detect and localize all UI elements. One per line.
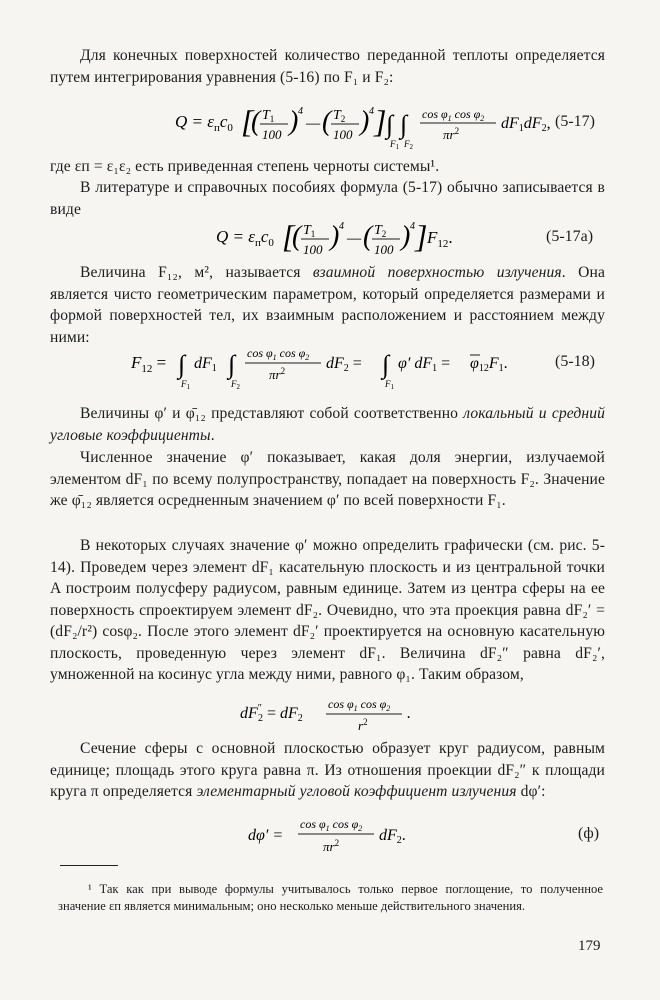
footnote-divider	[60, 865, 118, 866]
svg-text:]: ]	[374, 103, 387, 139]
svg-text:(: (	[251, 106, 261, 137]
svg-text:4: 4	[339, 221, 344, 232]
svg-text:[: [	[241, 103, 254, 139]
equation-5-17a-formula	[50, 219, 605, 261]
svg-text:100: 100	[303, 242, 323, 257]
svg-text:F2: $F_2$	[231, 379, 240, 390]
svg-text:dF2 =: dF2 =	[326, 355, 362, 374]
svg-text:F12.: $F_{12}$.	[427, 228, 453, 250]
svg-text:4: 4	[298, 106, 303, 117]
svg-text:∫: ∫	[400, 110, 408, 139]
equation-dphi	[50, 814, 605, 860]
svg-text:T1: $T_1$	[303, 223, 316, 239]
equation-dF2-formula	[50, 696, 605, 738]
paragraph-5-end: .	[210, 426, 215, 444]
svg-text:πr2: $\pi r^2$	[443, 126, 460, 142]
svg-text:4: 4	[369, 106, 374, 117]
svg-text:cos φ1 cos φ2: $\cos \varphi_1$ $\cos \varphi_2$	[300, 817, 363, 833]
term-mutual-surface: взаимной поверхностью излучения	[312, 264, 562, 281]
svg-text:]: ]	[415, 219, 428, 254]
equation-5-18-number: (5-18)	[555, 353, 595, 370]
svg-text:[: [	[282, 219, 295, 254]
svg-text:.: .	[407, 705, 411, 722]
svg-text:F12 =: $F_{12}$ =	[131, 353, 167, 375]
equation-dphi-formula	[50, 814, 605, 860]
svg-text:4: 4	[410, 221, 415, 232]
svg-text:∫: ∫	[228, 350, 236, 379]
svg-text:100: 100	[374, 242, 394, 257]
paragraph-8	[50, 738, 605, 803]
paragraph-4-start: Величина F₁₂, м², называется	[80, 264, 313, 281]
paragraph-5-start: Величины φ′ и φ̄₁₂ представляют собой соответственно	[80, 405, 464, 422]
paragraph-4-end: . Она является чисто геометрическим параметром, который определяется размерами и формой поверхностей тел, их взаимным расположением и расстоянием между ними:	[50, 264, 605, 346]
svg-text:cos φ1 cos φ2: $\cos \varphi_1$ $\cos \varphi_2$	[328, 697, 391, 713]
svg-text:φ′ dF1 =: φ′ dF1 =	[398, 355, 451, 374]
paragraph-4	[50, 262, 605, 348]
equation-5-18-formula	[50, 340, 605, 390]
svg-text:Q = εпc0: $Q = \varepsilon_пc_0$	[216, 227, 274, 249]
svg-text:dφ′ =: dφ′ =	[248, 827, 284, 844]
svg-text:dF1: dF1	[194, 355, 217, 374]
paragraph-8-start: Сечение сферы с основной плоскостью образует круг радиусом, равным единице; площадь этого круга равна π. Из отношения проекции dF₂″ к площади круга π определяется	[50, 740, 605, 800]
svg-text:F2: $F_2$	[404, 139, 413, 150]
svg-text:): )	[360, 106, 370, 137]
svg-text:dF1dF2,: dF1dF2,	[501, 115, 551, 134]
svg-text:T2: $T_2$	[333, 108, 346, 124]
paragraph-1: Для конечных поверхностей количество переданной теплоты определяется путем интегрирования уравнения (5-16) по F₁ и F₂:	[50, 47, 605, 86]
svg-text:—: —	[306, 115, 321, 132]
svg-text:(: (	[363, 221, 373, 252]
paragraph-5	[50, 403, 605, 446]
svg-text:(: (	[322, 106, 332, 137]
svg-text:cos φ1 cos φ2: $\cos \varphi_1$ $\cos \varphi_2$	[422, 107, 485, 123]
svg-text:—: —	[347, 230, 362, 247]
equation-5-17	[50, 100, 605, 150]
svg-text:(: (	[292, 221, 302, 252]
paragraph-8-end: dφ′:	[516, 783, 546, 800]
equation-dF2	[50, 696, 605, 738]
term-angle-coefficients: локальный и средний угловые коэффициенты	[50, 405, 605, 444]
svg-text:πr2: $\pi r^2$	[269, 366, 286, 382]
equation-5-17-formula	[50, 100, 605, 150]
svg-text:T2: $T_2$	[374, 223, 387, 239]
equation-5-18	[50, 340, 605, 390]
paragraph-2: где εп = ε₁ε₂ есть приведенная степень черноты системы¹.	[50, 158, 440, 175]
equation-5-17a-number: (5-17а)	[546, 228, 594, 245]
equation-5-17-number: (5-17)	[555, 113, 595, 130]
paragraph-3: В литературе и справочных пособиях формула (5-17) обычно записывается в виде	[50, 179, 605, 218]
svg-text:F1: $F_1$	[181, 379, 190, 390]
svg-text:100: 100	[262, 127, 282, 142]
svg-text:F1: $F_1$	[385, 379, 394, 390]
svg-text:∫: ∫	[386, 110, 394, 139]
svg-text:100: 100	[333, 127, 353, 142]
svg-text:πr2: $\pi r^2$	[323, 838, 340, 854]
svg-text:∫: ∫	[178, 350, 186, 379]
svg-text:F1: $F_1$	[390, 139, 399, 150]
svg-text:): )	[289, 106, 299, 137]
svg-text:): )	[401, 221, 411, 252]
paragraph-7: В некоторых случаях значение φ′ можно определить графически (см. рис. 5-14). Проведем через элемент dF₁ касательную плоскость и из центральной точки A построим полусферу радиусом, равным единице. Затем из центра сферы на ее поверхность спроектируем элемент dF₂. Очевидно, что эта проекция равна dF₂′ = (dF₂/r²) cosφ₂. После этого элемент dF₂′ проектируется на основную касательную плоскость, проведенную через элемент dF₁. Величина dF₂″ равна dF₂′, умноженной на косинус угла между ними, равного φ₁. Таким образом,	[50, 537, 605, 683]
svg-text:dF″2 = dF2: dF″ 2 = dF2	[240, 703, 303, 724]
svg-text:φ12F1.: φ12F1.	[470, 355, 508, 374]
term-elementary-coefficient: элементарный угловой коэффициент излучения	[196, 783, 517, 800]
equation-5-17a	[50, 219, 605, 261]
paragraph-6: Численное значение φ′ показывает, какая доля энергии, излучаемой элементом dF₁ по всему полупространству, попадает на поверхность F₂. Значение же φ̄₁₂ является осредненным значением φ′ по всей поверхности F₁.	[50, 449, 605, 509]
svg-text:T1: $T_1$	[262, 108, 275, 124]
svg-text:dF2.: dF2.	[379, 827, 406, 846]
svg-text:): )	[330, 221, 340, 252]
svg-text:Q = εпc0: $Q = \varepsilon_пc_0$	[175, 112, 233, 134]
svg-text:cos φ1 cos φ2: $\cos \varphi_1$ $\cos \varphi_2$	[247, 346, 310, 362]
svg-text:∫: ∫	[382, 350, 390, 379]
equation-dphi-number: (ф)	[578, 825, 600, 842]
page-number: 179	[578, 938, 601, 954]
footnote: ¹ Так как при выводе формулы учитывалось только первое поглощение, то полученное значение εп является минимальным; оно несколько меньше действительного значения.	[58, 882, 603, 913]
svg-text:r2: $r^2$	[358, 717, 368, 733]
